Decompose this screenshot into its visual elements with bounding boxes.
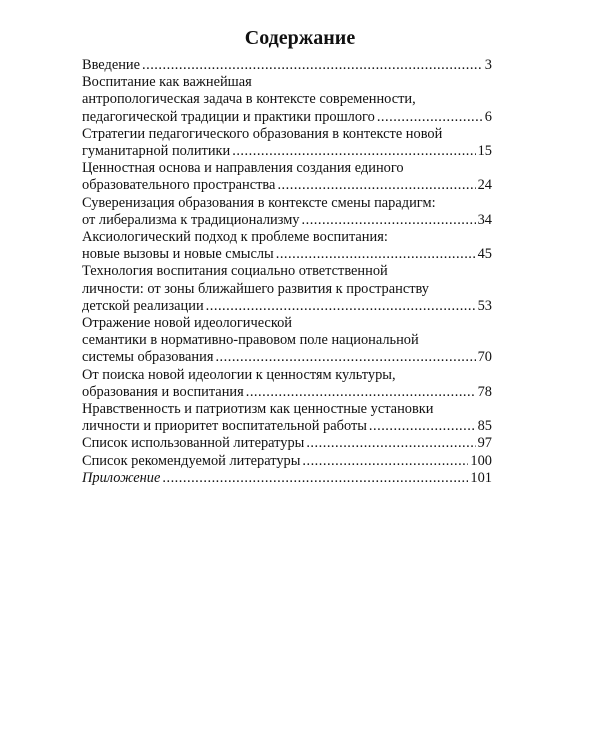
toc-line — [82, 246, 492, 263]
dot-leader — [206, 298, 476, 315]
toc-entry-strategies — [82, 126, 492, 160]
toc-entry-axiological — [82, 229, 492, 263]
toc-entry-text: семантики в нормативно-правовом поле национальной — [82, 332, 419, 349]
toc-entry-upbringing-task — [82, 74, 492, 126]
toc-entry-references-used — [82, 435, 492, 452]
toc-entry-semantics — [82, 315, 492, 367]
page-number: 97 — [477, 435, 492, 452]
toc-entry-text: Список рекомендуемой литературы — [82, 452, 301, 469]
page-number: 101 — [470, 469, 492, 486]
toc-entry-text: образовательного пространства — [82, 177, 276, 194]
dot-leader — [232, 143, 475, 160]
dot-leader — [377, 109, 483, 126]
dot-leader — [306, 435, 475, 452]
toc-entry-text: Стратегии педагогического образования в контексте новой — [82, 125, 443, 142]
toc-line — [82, 384, 492, 401]
toc-entry-text: личности: от зоны ближайшего развития к пространству — [82, 280, 430, 297]
dot-leader — [142, 57, 483, 74]
toc-entry-appendix — [82, 470, 492, 487]
toc-line — [82, 418, 492, 435]
toc-entry-text: от либерализма к традиционализму — [82, 211, 300, 228]
toc-entry-sovereignization — [82, 195, 492, 229]
dot-leader — [302, 212, 476, 229]
toc-entry-references-recommended — [82, 453, 492, 470]
toc-entry-text: Нравственность и патриотизм как ценностные установки — [82, 401, 434, 418]
toc-entry-text: Введение — [82, 57, 141, 73]
dot-leader — [246, 384, 476, 401]
toc-entry-text: педагогической традиции и практики прошлого — [82, 108, 375, 125]
page-number: 24 — [477, 177, 492, 194]
dot-leader — [215, 349, 475, 366]
toc-entry-technology — [82, 263, 492, 315]
table-of-contents — [82, 57, 492, 487]
toc-entry-introduction — [82, 57, 492, 74]
toc-entry-text: От поиска новой идеологии к ценностям культуры, — [82, 366, 396, 383]
toc-line — [82, 143, 492, 160]
toc-line — [82, 212, 492, 229]
page-number: 15 — [477, 143, 492, 160]
dot-leader — [162, 470, 468, 487]
page-number: 85 — [477, 418, 492, 435]
toc-line — [82, 109, 492, 126]
toc-entry-text: детской реализации — [82, 297, 204, 314]
toc-entry-value-basis — [82, 160, 492, 194]
page-number: 34 — [477, 211, 492, 228]
toc-line — [82, 57, 492, 74]
page-number: 6 — [484, 108, 492, 125]
dot-leader — [276, 246, 476, 263]
toc-entry-text: Отражение новой идеологической — [82, 315, 292, 332]
toc-entry-text: Ценностная основа и направления создания единого — [82, 160, 404, 177]
toc-entry-text: Аксиологический подход к проблеме воспитания: — [82, 229, 388, 246]
toc-entry-ideology — [82, 367, 492, 401]
toc-entry-text: гуманитарной политики — [82, 143, 231, 160]
toc-entry-text: Суверенизация образования в контексте смены парадигм: — [82, 194, 436, 211]
page-number: 78 — [477, 383, 492, 400]
toc-entry-text: новые вызовы и новые смыслы — [82, 246, 274, 263]
toc-entry-text: антропологическая задача в контексте современности, — [82, 91, 416, 108]
toc-entry-text: системы образования — [82, 349, 214, 366]
toc-entry-text: Список использованной литературы — [82, 435, 305, 452]
page-number: 70 — [477, 349, 492, 366]
dot-leader — [302, 453, 468, 470]
toc-entry-text: Воспитание как важнейшая — [82, 74, 252, 91]
toc-entry-text: Приложение — [82, 469, 161, 486]
toc-line — [82, 470, 492, 487]
toc-line — [82, 298, 492, 315]
toc-line — [82, 177, 492, 194]
toc-line — [82, 453, 492, 470]
toc-entry-text: личности и приоритет воспитательной работы — [82, 418, 367, 435]
page-number: 3 — [484, 57, 492, 73]
toc-line — [82, 435, 492, 452]
toc-entry-text: образования и воспитания — [82, 383, 244, 400]
toc-line — [82, 349, 492, 366]
dot-leader — [277, 177, 475, 194]
toc-entry-text: Технология воспитания социально ответственной — [82, 263, 388, 280]
toc-entry-morality — [82, 401, 492, 435]
page-number: 53 — [477, 297, 492, 314]
dot-leader — [369, 418, 476, 435]
page-number: 100 — [470, 452, 492, 469]
page-number: 45 — [477, 246, 492, 263]
page-title: Содержание — [244, 27, 356, 49]
